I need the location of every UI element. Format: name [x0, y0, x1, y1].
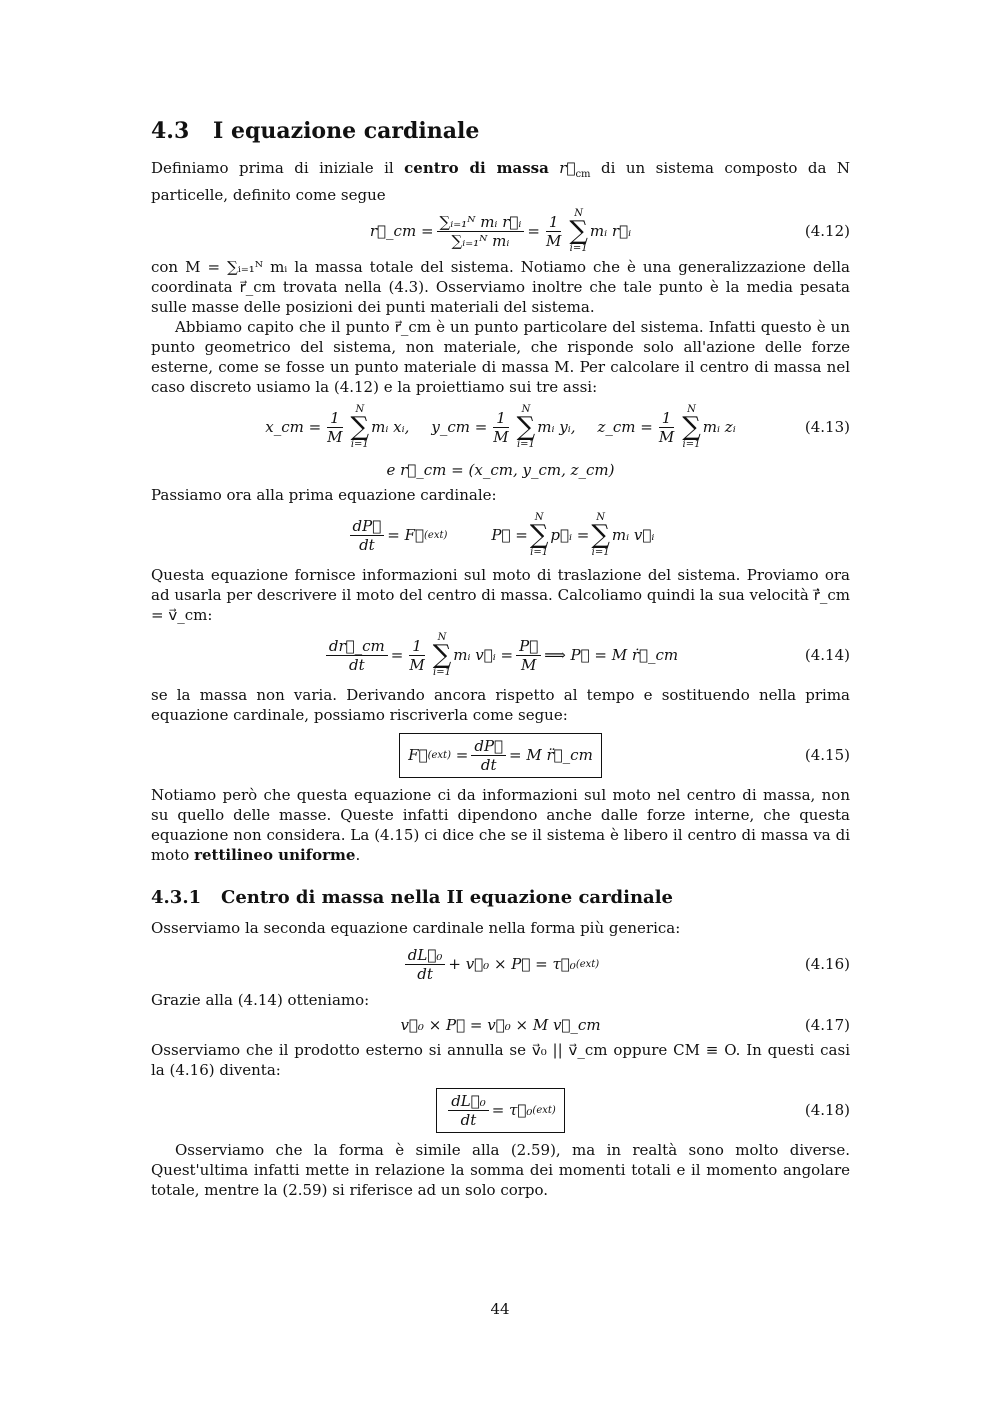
boxed-equation: F⃗ (ext) = $\frac{dP⃗}{dt}$ = M r̈⃗_cm: [399, 733, 602, 778]
subsection-number: 4.3.1: [151, 887, 202, 908]
paragraph: Questa equazione fornisce informazioni sul moto di traslazione del sistema. Proviamo ora ad usarla per descrivere il moto del centro di massa. Calcoliamo quindi la sua velocità ṙ⃗_cm = v⃗_cm:: [151, 566, 850, 624]
equation-first-cardinal: $\frac{dP⃗}{dt}$ = F⃗ (ext) P⃗ = N ∑ i=1 p⃗ᵢ = N ∑ i=1 mᵢ v⃗ᵢ: [151, 507, 850, 563]
equation-4-17: v⃗₀ × P⃗ = v⃗₀ × M v⃗_cm (4.17): [400, 1016, 850, 1034]
subsection-heading: [151, 887, 850, 908]
paragraph: Abbiamo capito che il punto r⃗_cm è un punto particolare del sistema. Infatti questo è un punto geometrico del sistema, non materiale, che risponde solo all'azione delle forze esterne, come se fosse un punto materiale di massa M. Per calcolare il centro di massa nel caso discreto usiamo la (4.12) e la proiettiamo sui tre assi:: [151, 318, 850, 396]
equation-number: (4.18): [804, 1101, 850, 1119]
equation-4-13-line2: e r⃗_cm = (x_cm, y_cm, z_cm): [386, 461, 615, 479]
equation-4-16: $\frac{\text{dL⃗₀}}{dt}$ + v⃗₀ × P⃗ = τ⃗₀ (ext) (4.16): [151, 940, 850, 988]
boxed-equation: $\frac{\text{dL⃗₀}}{dt}$ = τ⃗₀ (ext): [436, 1088, 565, 1133]
equation-number: (4.14): [804, 646, 850, 664]
equation-4-12: r⃗_cm = $\frac{\text{∑ᵢ₌₁ᴺ mᵢ r⃗ᵢ}}{\text{∑ᵢ₌₁ᴺ mᵢ}}$ = $\frac{1}{M}$ N ∑ i=1 mᵢ r⃗ᵢ (4.12): [369, 208, 850, 254]
bold-term: rettilineo uniforme: [194, 846, 356, 864]
paragraph: Osserviamo che la forma è simile alla (2.59), ma in realtà sono molto diverse. Quest'ultima infatti mette in relazione la somma dei momenti totali e il momento angolare totale, mentre la (2.59) si riferisce ad un solo corpo.: [151, 1141, 850, 1199]
paragraph: Passiamo ora alla prima equazione cardinale:: [151, 486, 497, 504]
bold-term: centro di massa: [404, 159, 549, 177]
section-number: 4.3: [151, 118, 190, 144]
page-number: 44: [490, 1300, 510, 1318]
equation-number: (4.17): [804, 1016, 850, 1034]
paragraph-intro: Definiamo prima di iniziale il centro di massa $r⃗_{cm}$ di un sistema composto da N particelle, definito come segue: [151, 159, 850, 204]
equation-4-14: $\frac{dr⃗\_cm}{dt}$ = $\frac{1}{M}$ N ∑ i=1 mᵢ v⃗ᵢ = $\frac{P⃗}{M}$ ⟹ P⃗ = M ṙ⃗_cm (4.14): [151, 627, 850, 683]
equation-4-15: [151, 727, 850, 783]
paragraph: con M = ∑ᵢ₌₁ᴺ mᵢ la massa totale del sistema. Notiamo che è una generalizzazione della coordinata r⃗_cm trovata nella (4.3). Osserviamo inoltre che tale punto è la media pesata sulle masse delle posizioni dei punti materiali del sistema.: [151, 258, 850, 316]
equation-number: (4.12): [804, 222, 850, 240]
page-content: [151, 110, 850, 1200]
section-heading: [151, 118, 850, 144]
subsection-title: Centro di massa nella II equazione cardinale: [221, 887, 674, 908]
paragraph: Grazie alla (4.14) otteniamo:: [151, 991, 370, 1009]
paragraph: Osserviamo che il prodotto esterno si annulla se v⃗₀ || v⃗_cm oppure CM ≡ O. In questi casi la (4.16) diventa:: [151, 1041, 850, 1079]
paragraph: Notiamo però che questa equazione ci da informazioni sul moto nel centro di massa, non su quello delle masse. Queste infatti dipendono anche dalle forze interne, che questa equazione non considera. La (4.15) ci dice che se il sistema è libero il centro di massa va di moto rettilineo uniforme.: [151, 786, 850, 864]
equation-number: (4.16): [804, 955, 850, 973]
equation-number: (4.15): [804, 746, 850, 764]
section-title: I equazione cardinale: [213, 118, 480, 144]
paragraph: se la massa non varia. Derivando ancora rispetto al tempo e sostituendo nella prima equazione cardinale, possiamo riscriverla come segue:: [151, 686, 850, 724]
equation-number: (4.13): [804, 418, 850, 436]
equation-4-13: x_cm = $\frac{1}{M}$ N ∑ i=1 mᵢ xᵢ, y_cm = $\frac{1}{M}$ N ∑ i=1 mᵢ yᵢ, z_cm = $\frac{1}{M}$ N ∑ i=1 mᵢ zᵢ (4.13): [265, 404, 850, 450]
paragraph: Osserviamo la seconda equazione cardinale nella forma più generica:: [151, 919, 681, 937]
equation-4-18: [151, 1082, 850, 1138]
